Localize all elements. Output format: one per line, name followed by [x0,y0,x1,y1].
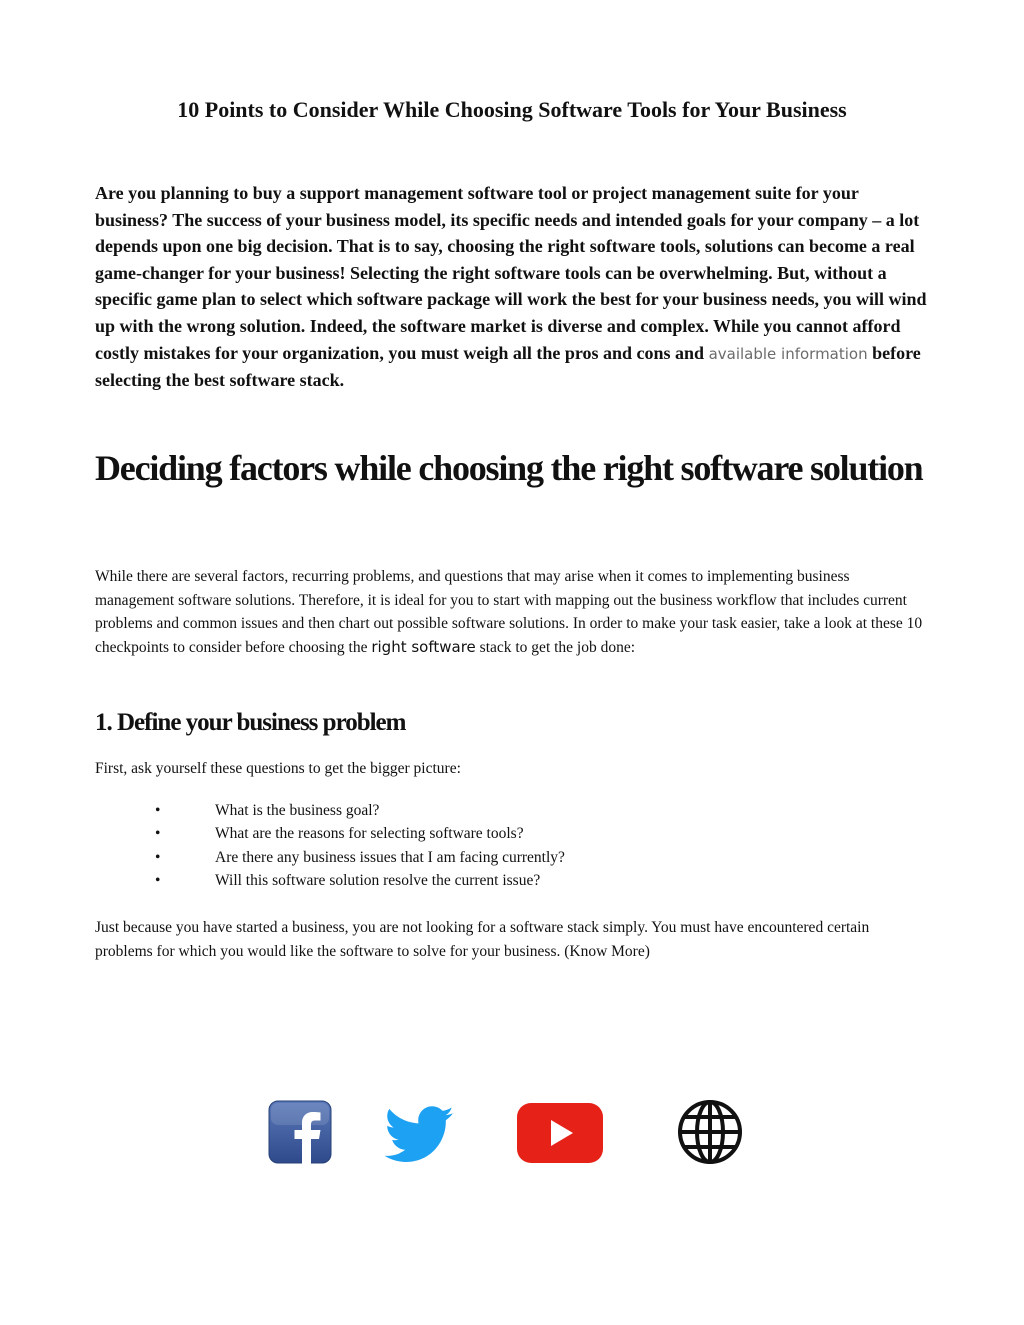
section-paragraph-start: While there are several factors, recurring problems, and questions that may arise when it comes to implementing business management software solutions. Therefore, it is ideal for you to start with mapping out the business workflow that includes current problems and common issues and then chart out possible software solutions. In order to make your task easier, take a look at these 10 checkpoints to consider before choosing the [95,568,923,656]
list-item [95,869,895,892]
bullet-marker: • [155,871,161,889]
intro-text-start: Are you planning to buy a support management software tool or project management suite for your business? The success of your business model, its specific needs and intended goals for your company – a lot depends upon one big decision. That is to say, choosing the right software tools, solutions can become a real game-changer for your business! Selecting the right software tools can be overwhelming. But, without a specific game plan to select which software package will work the best for your business needs, you will wind up with the wrong solution. Indeed, the software market is diverse and complex. While you cannot afford costly mistakes for your organization, you must weigh all the pros and cons and [95,183,927,363]
question-list [95,799,895,892]
subsection-intro: First, ask yourself these questions to get the bigger picture: [95,760,461,777]
available-information-link[interactable]: available information [708,344,868,363]
section-paragraph [95,565,927,659]
facebook-icon[interactable] [268,1100,332,1164]
bullet-marker: • [155,802,161,819]
social-links [0,1098,1024,1168]
intro-text-end: before selecting the best software stack. [95,342,921,391]
youtube-icon[interactable] [516,1102,604,1164]
list-item-text: Are there any business issues that I am facing currently? [215,848,565,866]
document-title: 10 Points to Consider While Choosing Software Tools for Your Business [177,97,847,122]
list-item-text: What are the reasons for selecting software tools? [215,825,524,843]
twitter-icon[interactable] [385,1106,455,1164]
bullet-marker: • [155,825,161,843]
closing-paragraph: Just because you have started a business, you are not looking for a software stack simply. You must have encountered certain problems for which you would like the software to solve for your business. (Know More) [95,919,870,960]
section-paragraph-end: stack to get the job done: [479,638,636,656]
list-item [95,822,895,845]
right-software-text: right software [371,637,476,656]
intro-paragraph [95,180,927,394]
list-item [95,846,895,869]
globe-icon[interactable] [676,1098,744,1166]
list-item-text: What is the business goal? [215,802,380,819]
list-item-text: Will this software solution resolve the current issue? [215,871,541,889]
list-item [95,799,895,822]
bullet-marker: • [155,848,161,866]
subsection-heading: 1. Define your business problem [95,709,406,736]
section-heading: Deciding factors while choosing the right software solution [95,448,923,488]
